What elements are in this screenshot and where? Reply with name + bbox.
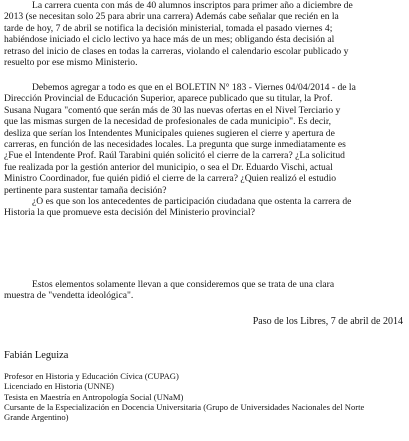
text-line: habiéndose iniciado el ciclo lectivo ya hace más de un mes; obligando ésta decisión al — [4, 34, 335, 46]
text-line: resuelto por ese mismo Ministerio. — [4, 57, 138, 69]
text-line: que las mismas surgen de la necesidad de profesionales de cada municipio". Es decir, — [4, 116, 332, 128]
text-line: muestra de "vendetta ideológica". — [4, 290, 134, 302]
credential-line: Cursante de la Especialización en Docencia Universitaria (Grupo de Universidades Nacionales del Norte — [4, 401, 365, 412]
text-line: Susana Nugara "comentó que serán más de 30 las nuevas ofertas en el Nivel Terciario y — [4, 104, 341, 116]
paragraph-conclusion — [4, 279, 404, 302]
place-date: Paso de los Libres, 7 de abril de 2014 — [252, 316, 403, 327]
text-line: Dirección Provincial de Educación Superior, aparece publicado que su titular, la Prof. — [4, 93, 333, 105]
text-line: ¿O es que son los antecedentes de participación ciudadana que ostenta la carrera de — [32, 196, 352, 208]
credential-line: Profesor en Historia y Educación Cívica (CUPAG) — [4, 371, 179, 381]
text-line: ¿Fue el Intendente Prof. Raúl Tarabini quién solicitó el cierre de la carrera? ¿La solicitud — [4, 150, 345, 162]
text-line: retraso del inicio de clases en todas la carreras, violando el calendario escolar publicado y — [4, 45, 349, 57]
credential-line: Tesista en Maestría en Antropología Social (UNaM) — [4, 391, 184, 402]
text-line: Estos elementos solamente llevan a que consideremos que se trata de una clara — [32, 279, 335, 290]
credential-line: Grande Argentino) — [4, 412, 69, 423]
credential-line: Licenciado en Historia (UNNE) — [4, 381, 115, 392]
text-line: fue realizada por la gestión anterior del municipio, o sea el Dr. Eduardo Vischi, actual — [4, 161, 333, 173]
paragraph-boletin — [4, 82, 404, 219]
text-line: 2013 (se necesitan solo 25 para abrir una carrera) Además cabe señalar que recién en la — [4, 11, 339, 23]
text-line: pertinente para sustentar tamaña decisión? — [4, 184, 167, 196]
text-line: La carrera cuenta con más de 40 alumnos inscriptos para primer año a diciembre de — [32, 0, 353, 11]
text-line: tarde de hoy, 7 de abril se notifica la decisión ministerial, tomada el pasado viernes 4; — [4, 22, 333, 34]
author-name: Fabián Leguiza — [4, 350, 69, 361]
text-line: carreras, en función de las necesidades locales. La pregunta que surge inmediatamente es — [4, 139, 346, 151]
text-line: Debemos agregar a todo es que en el BOLETIN N° 183 - Viernes 04/04/2014 - de la — [32, 82, 356, 93]
text-line: Ministro Coordinador, fue quién pidió el cierre de la carrera? ¿Quien realizó el estudio — [4, 173, 337, 185]
author-credentials — [4, 371, 404, 422]
text-line: Historia la que promueve esta decisión del Ministerio provincial? — [4, 207, 255, 219]
paragraph-enrollment — [4, 0, 404, 68]
text-line: desliza que serían los Intendentes Municipales quienes sugieren el cierre y apertura de — [4, 127, 335, 139]
